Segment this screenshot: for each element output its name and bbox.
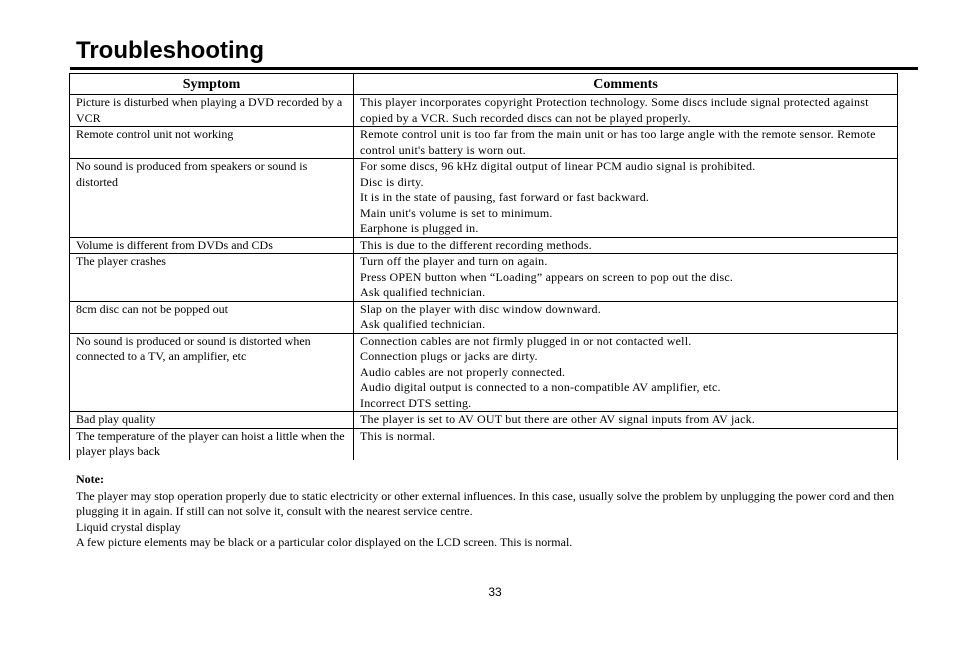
header-symptom: Symptom	[70, 74, 354, 95]
title-underline	[70, 67, 918, 70]
comment-line: Main unit's volume is set to minimum.	[360, 205, 553, 220]
table-header-row	[70, 74, 898, 95]
comments-cell	[354, 428, 898, 460]
comment-line: Press OPEN button when “Loading” appears on screen to pop out the disc.	[360, 269, 734, 284]
symptom-cell: The temperature of the player can hoist a little when the player plays back	[70, 428, 354, 460]
comments-cell	[354, 254, 898, 302]
symptom-cell: Remote control unit not working	[70, 127, 354, 159]
comment-line: Audio cables are not properly connected.	[360, 364, 566, 379]
comment-line: For some discs, 96 kHz digital output of linear PCM audio signal is prohibited.	[360, 159, 756, 173]
troubleshooting-table	[69, 73, 898, 460]
comment-line: Audio digital output is connected to a non-compatible AV amplifier, etc.	[360, 380, 721, 394]
comment-line: Remote control unit is too far from the main unit or has too large angle with the remote sensor. Remote control unit's battery is worn out.	[360, 127, 876, 157]
comment-line: Connection plugs or jacks are dirty.	[360, 349, 538, 363]
comments-cell	[354, 412, 898, 429]
comment-line: It is in the state of pausing, fast forward or fast backward.	[360, 190, 650, 204]
comment-line: Earphone is plugged in.	[360, 221, 479, 235]
comment-line: Disc is dirty.	[360, 174, 424, 189]
comment-line: Incorrect DTS setting.	[360, 395, 472, 410]
comments-cell	[354, 127, 898, 159]
table-row	[70, 237, 898, 254]
note-paragraph: A few picture elements may be black or a particular color displayed on the LCD screen. This is normal.	[76, 535, 573, 549]
comment-line: This player incorporates copyright Protection technology. Some discs include signal protected against copied by a VCR. Such recorded discs can not be played properly.	[360, 95, 869, 125]
symptom-cell: No sound is produced or sound is distorted when connected to a TV, an amplifier, etc	[70, 333, 354, 412]
header-comments: Comments	[354, 74, 898, 95]
comment-line: The player is set to AV OUT but there are other AV signal inputs from AV jack.	[360, 412, 756, 426]
comments-cell	[354, 333, 898, 412]
page-number: 33	[488, 585, 502, 599]
comment-line: Turn off the player and turn on again.	[360, 254, 548, 268]
comment-line: Connection cables are not firmly plugged in or not contacted well.	[360, 333, 692, 348]
comments-cell	[354, 237, 898, 254]
symptom-cell: 8cm disc can not be popped out	[70, 301, 354, 333]
comment-line: This is due to the different recording methods.	[360, 237, 592, 252]
symptom-cell: The player crashes	[70, 254, 354, 302]
comment-line: This is normal.	[360, 428, 436, 443]
comments-cell	[354, 159, 898, 238]
symptom-cell: Volume is different from DVDs and CDs	[70, 237, 354, 254]
table-row	[70, 412, 898, 429]
table-row	[70, 428, 898, 460]
comments-cell	[354, 301, 898, 333]
note-heading: Note:	[76, 472, 104, 486]
comments-cell	[354, 95, 898, 127]
table-row	[70, 333, 898, 412]
table-row	[70, 254, 898, 302]
table-row	[70, 127, 898, 159]
comment-line: Slap on the player with disc window downward.	[360, 301, 601, 316]
symptom-cell: Bad play quality	[70, 412, 354, 429]
symptom-cell: No sound is produced from speakers or sound is distorted	[70, 159, 354, 238]
symptom-cell: Picture is disturbed when playing a DVD recorded by a VCR	[70, 95, 354, 127]
note-paragraph: The player may stop operation properly due to static electricity or other external influences. In this case, usually solve the problem by unplugging the power cord and then plugging it in again. If still can not solve it, consult with the nearest service centre.	[76, 488, 895, 518]
comment-line: Ask qualified technician.	[360, 285, 486, 299]
table-row	[70, 301, 898, 333]
note-section	[76, 472, 922, 551]
page-title: Troubleshooting	[76, 37, 264, 64]
table-row	[70, 159, 898, 238]
note-subheading: Liquid crystal display	[76, 519, 181, 534]
comment-line: Ask qualified technician.	[360, 317, 486, 331]
table-row	[70, 95, 898, 127]
